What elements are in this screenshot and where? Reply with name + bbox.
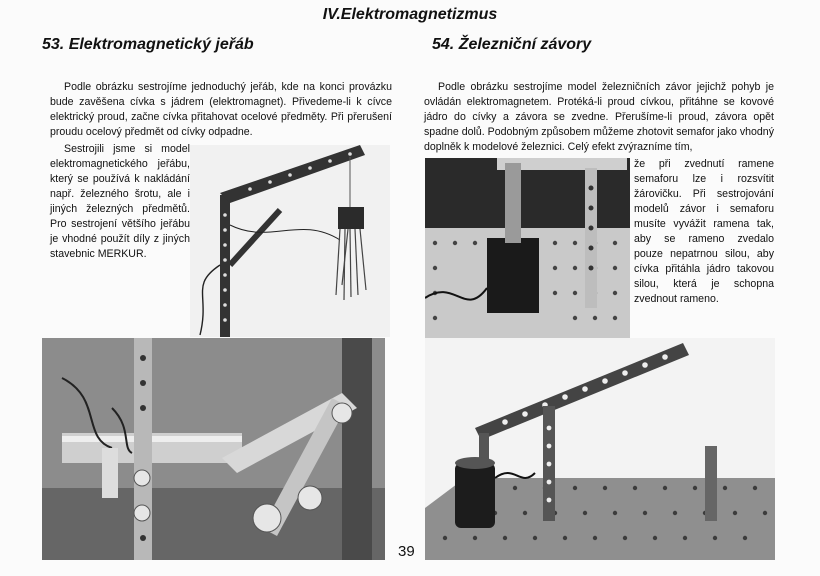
crane-photo <box>190 145 390 337</box>
barrier-heading: 54. Železniční závory <box>432 36 592 53</box>
crane-side-paragraph: Sestrojili jsme si model elektromagnetického jeřábu, který se používá k nakládání např. železného šrotu, ale i jiných železných předmětů. Pro sestrojení většího jeřábu je vhodné použít díly z jiných stavebnic MERKUR. <box>50 143 190 260</box>
semaphore-photo <box>425 158 630 338</box>
barrier-photo <box>425 338 775 560</box>
page-number: 39 <box>398 543 415 560</box>
crane-mechanism-photo <box>42 338 385 560</box>
crane-intro-paragraph: Podle obrázku sestrojíme jednoduchý jeřáb, kde na konci provázku bude zavěšena cívka s jádrem (elektromagnet). Přivedeme-li k cívce elektrický proud, začne cívka přitahovat ocelové předměty. Při přerušení proudu ocelový předmět od cívky odpadne. <box>50 81 392 138</box>
barrier-intro-paragraph: Podle obrázku sestrojíme model železničních závor jejichž pohyb je ovládán elektromagnetem. Protéká-li proud cívkou, přitáhne se kovové jádro do cívky a závora se zvedne. Přerušíme-li proud, závora opět spadne dolů. Podobným způsobem můžeme zhotovit semafor jako vhodný doplněk k modelové železnici. Celý efekt zvýrazníme tím, <box>424 81 774 153</box>
chapter-title: IV.Elektromagnetizmus <box>322 6 498 23</box>
crane-side-text <box>50 142 190 262</box>
crane-intro-text <box>50 80 392 140</box>
barrier-side-text <box>634 157 774 307</box>
crane-heading: 53. Elektromagnetický jeřáb <box>42 36 254 53</box>
barrier-intro-text <box>424 80 774 155</box>
barrier-side-paragraph: že při zvednutí ramene semaforu lze i rozsvítit žárovičku. Při sestrojování modelů závor i semaforu musíte vyvážit ramena tak, aby se rameno zvedalo pouze nepatrnou silou, aby cívka přitáhla jádro takovou silou, která je schopna zvednout rameno. <box>634 158 774 305</box>
